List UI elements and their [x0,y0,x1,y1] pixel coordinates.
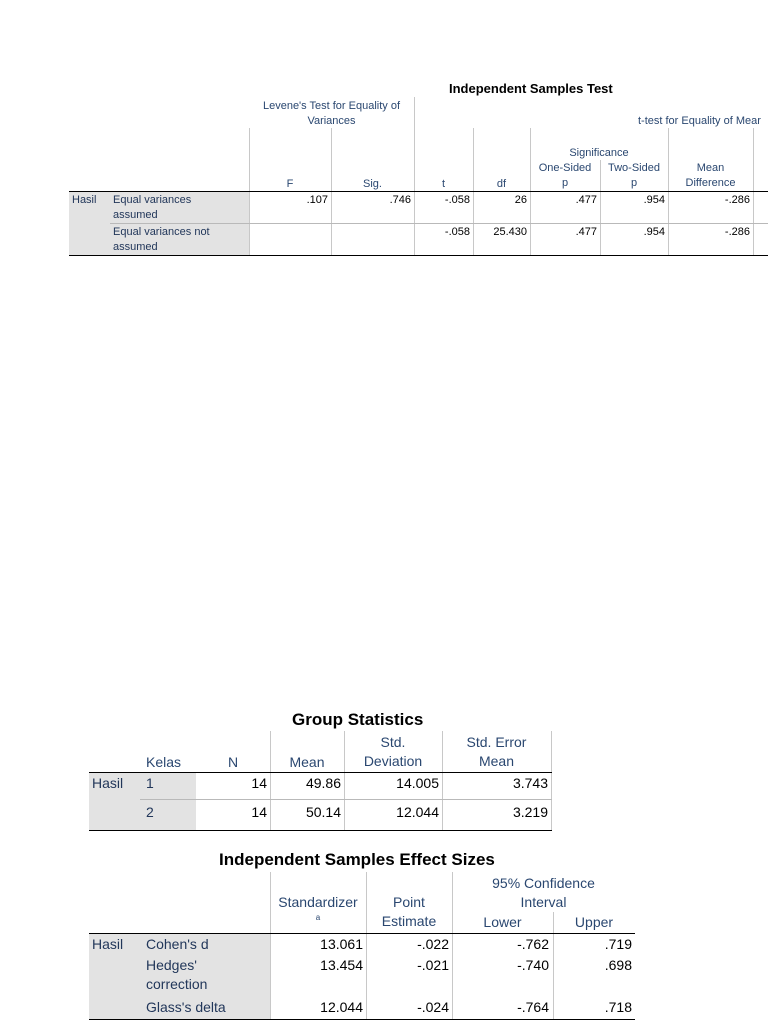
cell-one-sided: .477 [575,194,597,206]
col-two-sided: Two-Sided p [608,162,660,189]
header-rule [89,772,552,773]
cell-mean-difference: -.286 [724,194,750,206]
significance-header: Significance [569,147,629,159]
row-divider [110,223,768,224]
independent-samples-test-title: Independent Samples Test [449,81,613,96]
cell-kelas: 2 [146,804,154,820]
effect-sizes-title: Independent Samples Effect Sizes [219,850,495,869]
row-variable-label: Hasil [92,775,124,791]
group-statistics-title: Group Statistics [292,710,424,729]
grid-line [551,731,552,830]
cell-upper: .718 [604,999,632,1015]
cell-t: -.058 [444,226,470,238]
bottom-rule [89,1019,635,1020]
cell-mean: 49.86 [305,775,341,791]
col-one-sided: One-Sided p [538,162,592,189]
cell-lower: -.740 [517,957,549,973]
ttest-header: t-test for Equality of Mear [638,115,761,127]
row-label: Equal variances not assumed [113,226,210,253]
cell-point-estimate: -.022 [417,936,449,952]
grid-line [753,128,754,256]
col-std-deviation: Std. Deviation [363,734,423,769]
footnote-marker: a [315,913,321,922]
levene-header: Levene's Test for Equality of Variances [262,100,401,127]
cell-std-deviation: 14.005 [396,775,439,791]
cell-two-sided: .954 [643,226,665,238]
cell-df: 25.430 [493,226,527,238]
cell-kelas: 1 [146,775,154,791]
cell-mean: 50.14 [305,804,341,820]
row-label: Hedges' correction [146,957,208,992]
cell-upper: .719 [604,936,632,952]
cell-sig: .746 [389,194,411,206]
col-mean: Mean [289,754,325,770]
row-divider [140,799,552,800]
col-standardizer: Standardizer a [270,893,366,924]
cell-df: 26 [514,194,527,206]
cell-point-estimate: -.021 [417,957,449,973]
header-rule [69,191,768,192]
cell-lower: -.764 [517,999,549,1015]
row-label: Glass's delta [146,999,226,1015]
cell-std-error-mean: 3.743 [512,775,548,791]
col-lower: Lower [483,914,522,930]
cell-n: 14 [251,804,267,820]
bottom-rule [69,255,768,256]
cell-f: .107 [306,194,328,206]
col-std-error-mean: Std. Error Mean [466,734,527,769]
cell-upper: .698 [604,957,632,973]
cell-mean-difference: -.286 [724,226,750,238]
col-mean-difference: Mean Difference [685,162,736,189]
col-n: N [227,754,239,770]
cell-standardizer: 12.044 [320,999,363,1015]
cell-lower: -.762 [517,936,549,952]
row-variable-label: Hasil [72,194,97,206]
grid-line [249,128,250,256]
cell-standardizer: 13.454 [320,957,363,973]
row-label: Equal variances assumed [113,194,192,221]
cell-t: -.058 [444,194,470,206]
bottom-rule [89,830,552,831]
cell-one-sided: .477 [575,226,597,238]
col-f: F [286,178,294,190]
col-t: t [441,178,446,190]
cell-standardizer: 13.061 [320,936,363,952]
cell-point-estimate: -.024 [417,999,449,1015]
cell-two-sided: .954 [643,194,665,206]
col-upper: Upper [574,914,614,930]
grid-line [331,128,332,256]
col-kelas: Kelas [146,754,182,770]
header-rule [89,933,635,934]
cell-n: 14 [251,775,267,791]
row-label: Cohen's d [146,936,209,952]
col-point-estimate: Point Estimate [381,894,437,929]
ci-header: 95% Confidence Interval [492,875,595,910]
row-variable-label: Hasil [92,936,124,952]
col-sig: Sig. [363,178,382,190]
cell-std-deviation: 12.044 [396,804,439,820]
col-df: df [496,178,507,190]
cell-std-error-mean: 3.219 [512,804,548,820]
